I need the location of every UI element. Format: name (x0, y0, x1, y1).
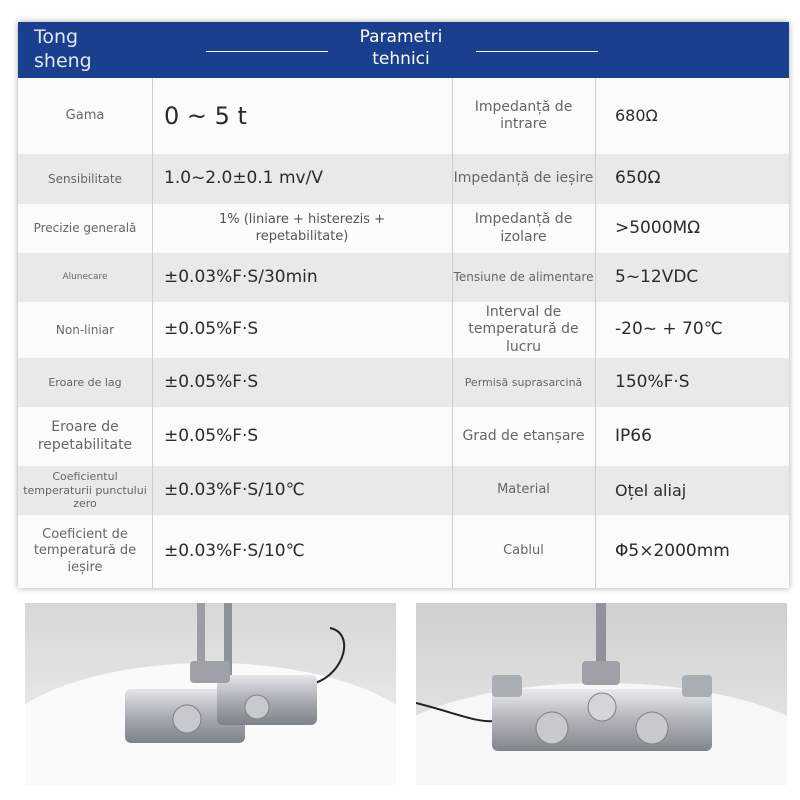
param-label: Gama (65, 107, 105, 123)
param-label: Coeficient de temperatură de ieșire (33, 527, 137, 575)
load-cell-photo-left (25, 603, 396, 785)
param-label: Eroare de repetabilitate (37, 419, 133, 453)
column-divider (595, 78, 596, 588)
param-value: ±0.05%F·S (164, 371, 259, 392)
param-value: IP66 (615, 425, 652, 446)
param-value: 150%F·S (615, 371, 690, 392)
param-value: >5000MΩ (615, 217, 701, 238)
param-label: Coeficientul temperaturii punctului zero (23, 469, 147, 511)
title-line-1: Parametri (359, 27, 443, 47)
table-header (18, 22, 789, 78)
param-value: ±0.03%F·S/10℃ (164, 479, 305, 500)
load-cell-photo-right (416, 603, 787, 785)
param-label: Permisă suprasarcină (464, 375, 583, 389)
param-label: Precizie generală (33, 221, 137, 235)
table-row (18, 466, 789, 515)
column-divider (152, 78, 153, 588)
param-label: Grad de etanșare (462, 427, 585, 444)
param-value: Oțel aliaj (615, 480, 687, 500)
page-title (340, 26, 462, 70)
header-divider-left (206, 51, 328, 52)
brand-line-1: Tong (34, 26, 79, 48)
title-line-2: tehnici (372, 49, 430, 69)
param-value: -20~ + 70℃ (615, 319, 723, 340)
param-label: Impedanță de intrare (474, 98, 573, 132)
param-value: 650Ω (615, 168, 661, 189)
column-divider (452, 78, 453, 588)
param-value: 5~12VDC (615, 266, 699, 287)
param-label: Sensibilitate (48, 171, 122, 186)
param-value: 680Ω (615, 106, 658, 125)
table-row (18, 358, 789, 407)
parameters-sheet (18, 22, 789, 588)
param-label: Material (497, 482, 550, 498)
param-value: 0 ~ 5 t (164, 102, 247, 130)
param-label: Alunecare (62, 271, 108, 282)
param-value: ±0.05%F·S (164, 425, 259, 446)
param-label: Tensiune de alimentare (453, 270, 594, 284)
table-row (18, 253, 789, 302)
table-row (18, 515, 789, 588)
header-divider-right (476, 51, 598, 52)
table-row (18, 407, 789, 466)
table-row (18, 302, 789, 358)
table-row (18, 154, 789, 204)
table-row (18, 204, 789, 253)
param-label: Impedanță de izolare (474, 211, 573, 245)
brand-line-2: sheng (34, 50, 92, 72)
param-value: 1.0~2.0±0.1 mv/V (164, 168, 323, 189)
param-label: Cablul (503, 543, 544, 559)
param-value: ±0.03%F·S/30min (164, 266, 318, 287)
param-value: ±0.03%F·S/10℃ (164, 540, 305, 561)
param-value: 1% (liniare + histerezis + repetabilitate) (218, 212, 386, 244)
table-row (18, 78, 789, 154)
param-label: Impedanță de ieșire (453, 170, 594, 187)
param-label: Non-liniar (55, 322, 115, 337)
param-value: Φ5×2000mm (615, 540, 730, 561)
param-label: Eroare de lag (48, 375, 122, 389)
param-value: ±0.05%F·S (164, 319, 259, 340)
brand-logo (34, 25, 104, 73)
param-label: Interval de temperatură de lucru (468, 303, 579, 355)
